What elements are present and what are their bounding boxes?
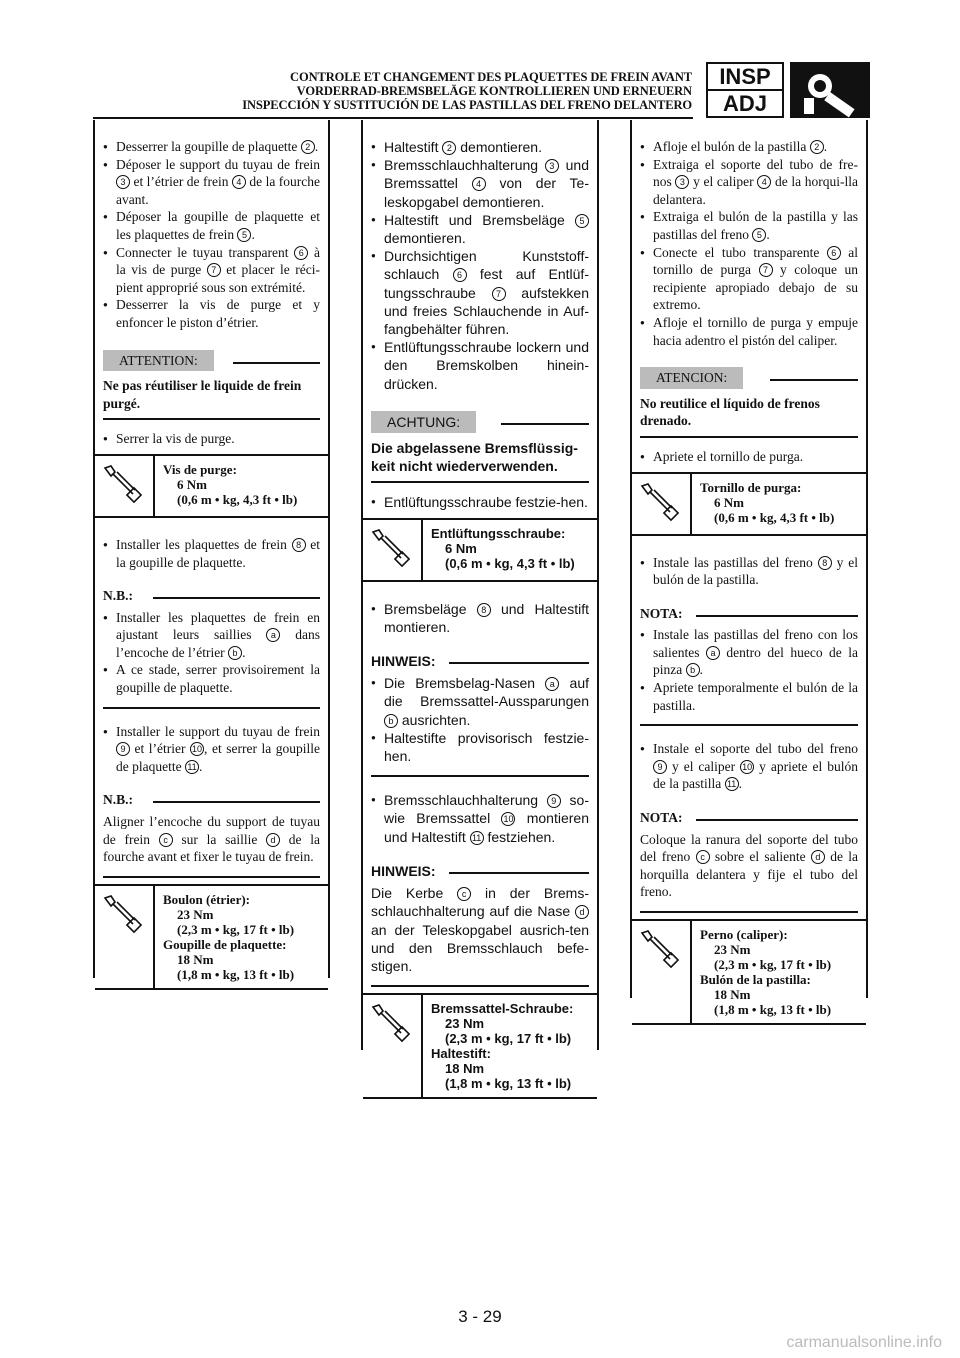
- callout-marker: d: [811, 850, 825, 864]
- callout-marker: 10: [503, 814, 514, 825]
- text-run: Extraiga el soporte del tubo de fre-nos: [653, 156, 858, 190]
- callout-marker: a: [706, 646, 720, 660]
- torque-spec-label: Haltestift:: [431, 1046, 491, 1062]
- torque-wrench-icon: [101, 892, 145, 936]
- bullet-item: [640, 156, 858, 209]
- caution-text: No reutilice el líquido de frenos drenado.: [640, 395, 858, 438]
- callout-marker: 7: [759, 263, 773, 277]
- torque-icon-cell: [363, 995, 423, 1097]
- torque-spec-value: (0,6 m • kg, 4,3 ft • lb): [177, 491, 298, 507]
- callout-marker: 2: [442, 141, 456, 155]
- bullet-item: [103, 208, 320, 243]
- bullet-item: ● A ce stade, serrer provisoirement la goupille de plaquette.: [103, 661, 320, 696]
- badge-adj: ADJ: [722, 91, 767, 116]
- torque-spec-label: Tornillo de purga:: [700, 479, 802, 495]
- text-run: y coloque un recipiente apropiado debajo de su extremo.: [653, 262, 858, 313]
- text-run: .: [242, 644, 246, 660]
- text-run: Bremsbeläge: [384, 600, 477, 617]
- text-run: fest auf Entlüf-tungsschraube: [384, 266, 589, 301]
- note-label-text: N.B.:: [103, 792, 133, 808]
- torque-icon-cell: [95, 886, 155, 988]
- torque-spec-box: [95, 884, 328, 990]
- torque-icon-cell: [363, 520, 423, 580]
- bullet-item: [371, 247, 589, 338]
- text-run: Die Bremsbelag-Nasen: [384, 675, 546, 692]
- callout-marker: b: [228, 646, 242, 660]
- torque-spec-value: (2,3 m • kg, 17 ft • lb): [445, 1031, 572, 1047]
- text-run: ausrichten.: [398, 711, 471, 728]
- insp-adj-badge: [706, 62, 784, 118]
- text-run: Durchsichtigen Kunststoff-schlauch: [384, 248, 589, 283]
- bullet-item: [371, 211, 589, 247]
- callout-marker: b: [686, 663, 700, 677]
- callout-marker: 3: [545, 159, 559, 173]
- note-label-text: HINWEIS:: [371, 862, 436, 879]
- header-title-de: VORDERRAD-BREMSBELÄGE KONTROLLIEREN UND ERNEUERN: [296, 84, 692, 98]
- text-run: de la fourche avant et fixer le tuyau de frein.: [103, 831, 320, 865]
- callout-marker: d: [575, 905, 589, 919]
- bullet-item: [371, 156, 589, 211]
- caution-label: ACHTUNG:: [371, 411, 476, 433]
- torque-spec-text: [692, 474, 842, 534]
- note-label: [371, 862, 589, 880]
- text-run: et placer le réci-pient approprié sous son extrémité.: [116, 262, 321, 295]
- callout-marker: 11: [470, 831, 484, 845]
- bullet-item: [103, 156, 320, 209]
- callout-marker: 9: [116, 742, 130, 756]
- bullet-item: [640, 138, 858, 156]
- torque-spec-label: Entlüftungsschraube:: [431, 525, 566, 541]
- bullet-item: ● Afloje el tornillo de purga y empuje hacia adentro el pistón del caliper.: [640, 314, 858, 349]
- header-title-fr: CONTROLE ET CHANGEMENT DES PLAQUETTES DE FREIN AVANT: [290, 70, 692, 84]
- callout-marker: 8: [477, 603, 491, 617]
- column-german: [361, 120, 599, 1092]
- text-run: al tornillo de purga: [653, 244, 858, 278]
- text-run: auf die Bremssattel-Aussparungen: [384, 675, 590, 710]
- text-run: Desserrer la goupille de plaquette: [116, 139, 301, 154]
- callout-marker: 11: [725, 777, 739, 791]
- text-run: de la fourche avant.: [116, 174, 320, 207]
- callout-marker: 5: [575, 214, 589, 228]
- callout-marker: c: [159, 833, 173, 847]
- bullet-item: ● Entlüftungsschraube lockern und den Bremskolben hinein-drücken.: [371, 338, 589, 393]
- text-run: Instale las pastillas del freno con los salientes: [653, 627, 858, 660]
- torque-spec-value: 6 Nm: [714, 494, 744, 510]
- bullet-item: ● Apriete el tornillo de purga.: [640, 448, 858, 466]
- text-run: .: [699, 662, 703, 678]
- tighten-step: [103, 430, 320, 448]
- removal-steps: [95, 120, 328, 454]
- callout-marker: 5: [237, 228, 251, 242]
- callout-marker: c: [457, 887, 471, 901]
- bullet-item: [103, 138, 320, 156]
- bullet-item: [640, 740, 858, 793]
- torque-spec-value: (0,6 m • kg, 4,3 ft • lb): [445, 555, 575, 571]
- text-run: y el caliper: [689, 174, 758, 190]
- text-run: de la horquilla delantera y fije el tubo del freno.: [640, 849, 858, 900]
- text-run: de la horqui-lla delantera.: [653, 174, 858, 207]
- text-run: Bremsschlauchhalterung: [384, 157, 545, 174]
- text-run: Aligner l’encoche du support de tuyau de frein: [103, 814, 320, 847]
- bullet-item: [640, 208, 858, 243]
- callout-marker: 3: [116, 175, 130, 189]
- text-run: an der Teleskopgabel ausrich-ten und den Bremsschlauch befe-stigen.: [371, 921, 589, 974]
- caution-heading: [640, 365, 858, 389]
- torque-spec-value: (2,3 m • kg, 17 ft • lb): [177, 921, 295, 937]
- text-run: et la goupille de plaquette.: [116, 536, 320, 570]
- text-run: Haltestift und Bremsbeläge: [384, 211, 575, 228]
- note-label: [103, 587, 320, 605]
- torque-spec-value: 23 Nm: [714, 942, 751, 957]
- watermark: carmanualsonline.info: [786, 1334, 942, 1351]
- text-run: .: [251, 226, 255, 242]
- torque-icon-cell: [632, 474, 692, 534]
- tighten-step: [371, 493, 589, 511]
- torque-spec-value: (1,8 m • kg, 13 ft • lb): [177, 966, 295, 982]
- text-run: demontieren.: [384, 230, 466, 247]
- torque-spec-label: Perno (caliper):: [700, 927, 788, 942]
- text-run: in der Brems-schlauchhalterung auf die Nase: [371, 885, 589, 920]
- text-run: festziehen.: [483, 828, 556, 845]
- callout-marker: 2: [810, 140, 824, 154]
- torque-spec-box: [363, 518, 597, 582]
- callout-marker: 4: [472, 177, 486, 191]
- text-run: Déposer le support du tuyau de frein: [116, 156, 320, 172]
- bullet-item: ● Entlüftungsschraube festzie-hen.: [371, 493, 589, 511]
- text-run: Déposer la goupille de plaquette et les plaquettes de frein: [116, 209, 320, 242]
- callout-marker: 11: [185, 760, 199, 774]
- text-run: y el caliper: [667, 758, 741, 774]
- note-label: [640, 605, 858, 623]
- bullet-item: [640, 554, 858, 589]
- bullet-item: [371, 791, 589, 846]
- callout-marker: a: [545, 677, 559, 691]
- callout-marker: 2: [301, 140, 315, 154]
- torque-wrench-icon: [369, 526, 413, 570]
- torque-spec-label: Bremssattel-Schraube:: [431, 1001, 574, 1017]
- text-run: Conecte el tubo transparente: [653, 244, 827, 260]
- callout-marker: 7: [207, 263, 221, 277]
- callout-marker: d: [266, 833, 280, 847]
- note-text: [103, 813, 320, 866]
- callout-marker: 7: [492, 287, 506, 301]
- text-run: , et serrer la goupille de plaquette: [116, 741, 320, 774]
- torque-wrench-icon: [369, 1001, 413, 1045]
- torque-spec-label: Goupille de plaquette:: [163, 936, 287, 952]
- torque-spec-value: 18 Nm: [177, 951, 214, 967]
- text-run: und Bremssattel: [384, 157, 589, 192]
- column-spanish: [630, 120, 868, 1017]
- text-run: à la vis de purge: [116, 244, 320, 278]
- text-run: und Haltestift montieren.: [384, 600, 589, 635]
- torque-spec-label: Boulon (étrier):: [163, 891, 251, 907]
- torque-spec-text: [155, 456, 305, 516]
- text-run: Coloque la ranura del soporte del tubo del freno: [640, 831, 858, 865]
- callout-marker: 3: [675, 175, 689, 189]
- caution-label: ATENCION:: [640, 367, 743, 389]
- callout-marker: b: [384, 714, 398, 728]
- torque-spec-text: [423, 520, 583, 580]
- text-run: y el bulón de la pastilla.: [653, 554, 858, 588]
- note-text: [371, 884, 589, 975]
- removal-steps: [632, 120, 866, 472]
- header-title-es: INSPECCIÓN Y SUSTITUCIÓN DE LAS PASTILLAS DEL FRENO DELANTERO: [242, 98, 692, 112]
- text-run: Installer les plaquettes de frein: [116, 536, 292, 552]
- bullet-item: ● Haltestifte provisorisch festzie-hen.: [371, 729, 589, 765]
- torque-spec-value: 23 Nm: [445, 1016, 485, 1032]
- bullet-item: [371, 600, 589, 636]
- torque-wrench-icon: [638, 927, 682, 971]
- note-label-text: HINWEIS:: [371, 653, 436, 670]
- torque-spec-value: (1,8 m • kg, 13 ft • lb): [445, 1076, 572, 1092]
- torque-spec-value: 18 Nm: [445, 1061, 485, 1077]
- text-run: sur la saillie: [172, 831, 267, 847]
- text-run: .: [738, 776, 742, 792]
- callout-marker: 4: [757, 175, 771, 189]
- bullet-item: ● Desserrer la vis de purge et y enfoncer le piston d’étrier.: [103, 296, 320, 331]
- text-run: sobre el saliente: [709, 849, 811, 865]
- text-run: dentro del hueco de la pinza: [653, 644, 858, 678]
- callout-marker: 8: [818, 556, 832, 570]
- callout-marker: 6: [294, 246, 308, 260]
- torque-spec-value: 23 Nm: [177, 906, 214, 922]
- callout-marker: 9: [653, 760, 667, 774]
- torque-spec-label: Vis de purge:: [163, 461, 237, 477]
- text-run: Die Kerbe: [371, 885, 458, 902]
- text-run: Connecter le tuyau transparent: [116, 244, 295, 260]
- badge-insp: INSP: [708, 64, 782, 91]
- note-text: [640, 831, 858, 901]
- caution-heading: [371, 409, 589, 433]
- text-run: et l’étrier: [130, 741, 191, 757]
- callout-marker: 9: [547, 794, 561, 808]
- callout-marker: 6: [827, 246, 841, 260]
- torque-spec-box: [632, 472, 866, 536]
- callout-marker: 5: [752, 228, 766, 242]
- text-run: et l’étrier de frein: [130, 174, 232, 190]
- text-run: Bremsschlauchhalterung: [384, 792, 547, 809]
- bullet-item: [371, 138, 589, 156]
- section-header: [242, 70, 692, 112]
- note-label: [640, 809, 858, 827]
- callout-marker: c: [696, 850, 710, 864]
- torque-wrench-icon: [638, 480, 682, 524]
- bullet-item: ● Apriete temporalmente el bulón de la pastilla.: [640, 679, 858, 714]
- note-label: [371, 652, 589, 670]
- install-steps: [95, 518, 328, 884]
- caution-text: Die abgelassene Bremsflüssig-keit nicht wiederverwenden.: [371, 439, 589, 483]
- callout-marker: 10: [742, 761, 753, 772]
- torque-spec-box: [95, 454, 328, 518]
- torque-spec-value: (2,3 m • kg, 17 ft • lb): [714, 957, 832, 972]
- text-run: so-wie Bremssattel: [384, 792, 589, 827]
- torque-icon-cell: [95, 456, 155, 516]
- callout-marker: 8: [292, 538, 306, 552]
- text-run: Haltestift: [384, 139, 443, 155]
- bullet-item: ● Serrer la vis de purge.: [103, 430, 320, 448]
- torque-spec-value: (0,6 m • kg, 4,3 ft • lb): [714, 509, 835, 525]
- bullet-item: [103, 244, 320, 297]
- callout-marker: 6: [453, 268, 467, 282]
- column-french: [93, 120, 330, 982]
- note-label-text: NOTA:: [640, 810, 683, 826]
- text-run: .: [823, 139, 828, 154]
- text-run: Installer les plaquettes de frein en ajustant leurs saillies: [116, 609, 320, 643]
- note-label-text: N.B.:: [103, 588, 133, 604]
- removal-steps: [363, 120, 597, 518]
- tighten-step: [640, 448, 858, 466]
- text-run: y apriete el bulón de la pastilla: [653, 758, 858, 792]
- header-rule: [93, 117, 693, 119]
- caution-heading: [103, 348, 320, 372]
- torque-spec-text: [155, 886, 302, 988]
- tools-icon: [790, 62, 870, 118]
- text-run: .: [766, 226, 770, 242]
- text-run: .: [198, 758, 203, 774]
- torque-spec-box: [632, 919, 866, 1025]
- bullet-item: [371, 674, 589, 729]
- torque-spec-value: 18 Nm: [714, 987, 751, 1002]
- torque-spec-text: [423, 995, 581, 1097]
- text-run: von der Te-leskopgabel demontieren.: [384, 175, 589, 210]
- text-run: demontieren.: [456, 139, 542, 155]
- callout-marker: 10: [192, 744, 203, 755]
- caution-text: Ne pas réutiliser le liquide de frein purgé.: [103, 377, 320, 420]
- install-steps: [363, 582, 597, 993]
- text-run: Instale el soporte del tubo del freno: [653, 741, 858, 757]
- torque-wrench-icon: [101, 462, 145, 506]
- text-run: Installer le support du tuyau de frein: [116, 723, 320, 739]
- note-label: [103, 791, 320, 809]
- torque-spec-label: Bulón de la pastilla:: [700, 972, 811, 987]
- text-run: Instale las pastillas del freno: [653, 554, 818, 570]
- text-run: aufstekken und freies Schlauchende in Auf-fangbehälter führen.: [384, 284, 589, 338]
- bullet-item: [103, 536, 320, 571]
- caution-label: ATTENTION:: [103, 350, 214, 372]
- callout-marker: a: [266, 628, 280, 642]
- text-run: Afloje el bulón de la pastilla: [653, 139, 810, 154]
- text-run: montieren und Haltestift: [384, 810, 589, 845]
- torque-icon-cell: [632, 921, 692, 1023]
- bullet-item: [103, 723, 320, 776]
- install-steps: [632, 536, 866, 920]
- torque-spec-text: [692, 921, 839, 1023]
- bullet-item: [103, 609, 320, 662]
- torque-spec-value: 6 Nm: [177, 476, 207, 492]
- page-number: 3 - 29: [458, 1307, 502, 1326]
- note-label-text: NOTA:: [640, 605, 683, 621]
- callout-marker: 4: [232, 175, 246, 189]
- text-run: .: [314, 139, 319, 154]
- bullet-item: [640, 244, 858, 314]
- torque-spec-box: [363, 993, 597, 1099]
- torque-spec-value: 6 Nm: [445, 540, 477, 556]
- torque-spec-value: (1,8 m • kg, 13 ft • lb): [714, 1002, 832, 1017]
- bullet-item: [640, 626, 858, 679]
- text-run: dans l’encoche de l’étrier: [116, 627, 320, 660]
- text-run: Extraiga el bulón de la pastilla y las pastillas del freno: [653, 209, 858, 242]
